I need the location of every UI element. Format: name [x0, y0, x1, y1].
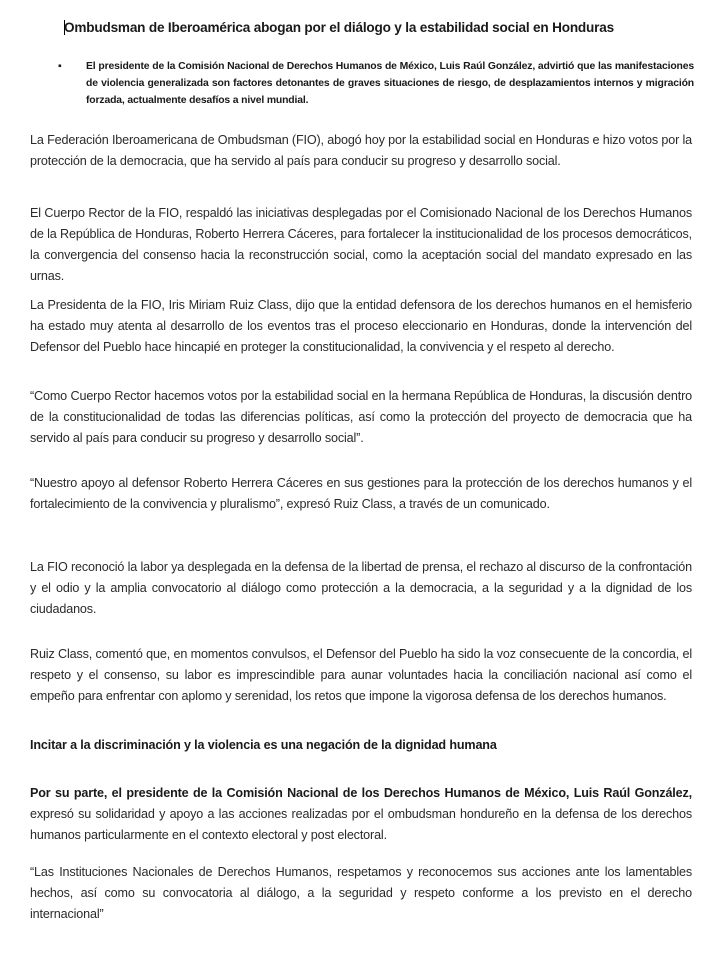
paragraph-2: El Cuerpo Rector de la FIO, respaldó las iniciativas desplegadas por el Comisionado Nacional de los Derechos Humanos de la República de Honduras, Roberto Herrera Cáceres, para fortalecer la institucionalidad de los procesos democráticos, la convergencia del consenso hacia la reconstrucción social, como la aceptación social del mandato expresado en las urnas. [30, 206, 692, 283]
bold-lead: Por su parte, el presidente de la Comisión Nacional de los Derechos Humanos de México, Luis Raúl González, [30, 786, 692, 800]
paragraph-4: “Como Cuerpo Rector hacemos votos por la estabilidad social en la hermana República de Honduras, la discusión dentro de la constitucionalidad de todas las diferencias políticas, así como la protección del proyecto de democracia que ha servido al país para conducir su progreso y desarrollo social”. [30, 389, 692, 445]
subheading: Incitar a la discriminación y la violencia es una negación de la dignidad humana [30, 738, 497, 752]
paragraph-5: “Nuestro apoyo al defensor Roberto Herrera Cáceres en sus gestiones para la protección de los derechos humanos y el fortalecimiento de la convivencia y pluralismo”, expresó Ruiz Class, a través de un comunicado. [30, 476, 692, 511]
summary-bullet [58, 58, 694, 109]
title-text: Ombudsman de Iberoamérica abogan por el diálogo y la estabilidad social en Honduras [64, 20, 614, 35]
bullet-text: El presidente de la Comisión Nacional de Derechos Humanos de México, Luis Raúl González, advirtió que las manifestaciones de violencia generalizada son factores detonantes de graves situaciones de riesgo, de desplazamientos internos y migración forzada, actualmente desafíos a nivel mundial. [86, 61, 694, 106]
paragraph-8 [30, 783, 692, 846]
paragraph-1: La Federación Iberoamericana de Ombudsman (FIO), abogó hoy por la estabilidad social en Honduras e hizo votos por la protección de la democracia, que ha servido al país para conducir su progreso y desarrollo social. [30, 133, 692, 168]
document-title [64, 20, 614, 35]
paragraph-rest: expresó su solidaridad y apoyo a las acciones realizadas por el ombudsman hondureño en la defensa de los derechos humanos particularmente en el contexto electoral y post electoral. [30, 807, 692, 842]
final-quote: “Las Instituciones Nacionales de Derechos Humanos, respetamos y reconocemos sus acciones ante los lamentables hechos, así como su convocatoria al diálogo, a la seguridad y respeto conforme a los previsto en el derecho internacional” [30, 865, 692, 921]
paragraph-3: La Presidenta de la FIO, Iris Miriam Ruiz Class, dijo que la entidad defensora de los derechos humanos en el hemisferio ha estado muy atenta al desarrollo de los eventos tras el proceso eleccionario en Honduras, donde la intervención del Defensor del Pueblo hace hincapié en proteger la constitucionalidad, la convivencia y el respeto al derecho. [30, 298, 692, 354]
paragraph-7: Ruiz Class, comentó que, en momentos convulsos, el Defensor del Pueblo ha sido la voz consecuente de la concordia, el respeto y el consenso, su labor es imprescindible para aunar voluntades hacia la conciliación nacional así como el empeño para enfrentar con aplomo y serenidad, los retos que impone la vigorosa defensa de los derechos humanos. [30, 647, 692, 703]
bullet-marker-icon: ▪ [58, 61, 62, 72]
paragraph-6: La FIO reconoció la labor ya desplegada en la defensa de la libertad de prensa, el rechazo al discurso de la confrontación y el odio y la amplia convocatorio al diálogo como protección a la democracia, a la seguridad y a la dignidad de los ciudadanos. [30, 560, 692, 616]
